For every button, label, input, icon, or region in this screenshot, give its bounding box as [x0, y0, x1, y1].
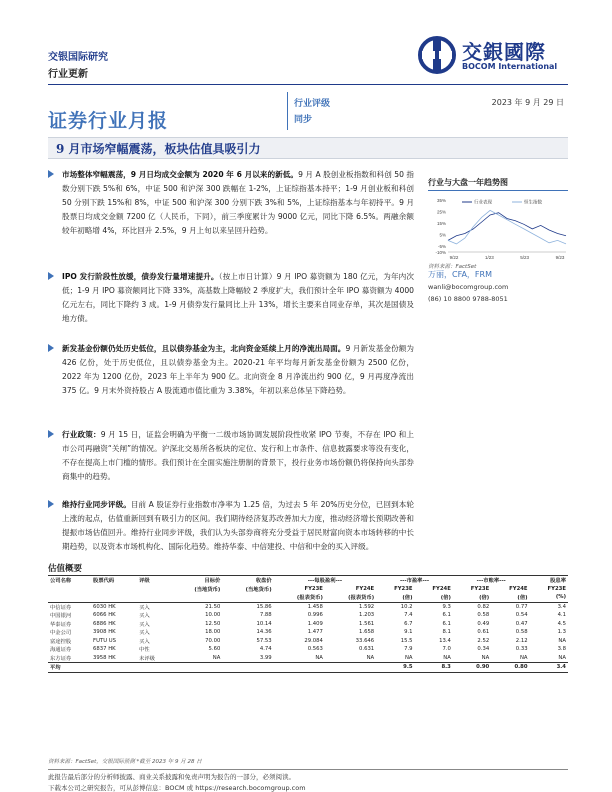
- x-tick-label: 5/23: [520, 255, 530, 260]
- table-header-row: [48, 593, 568, 602]
- bocom-logo: [418, 36, 588, 76]
- table-cell: 2.52: [477, 637, 490, 644]
- col-header: ---每股盈利---: [307, 578, 343, 585]
- table-cell: NA: [558, 637, 566, 644]
- section-lead: 市场整体窄幅震荡，9 月日均成交金额为 2020 年 6 月以来的新低。: [62, 170, 299, 179]
- table-cell: 3.4: [556, 664, 566, 671]
- chart-source: 资料来源：FactSet: [428, 264, 477, 270]
- table-cell: NA: [212, 654, 221, 661]
- report-subtitle-bar: [48, 137, 568, 159]
- bullet-triangle-icon: [48, 344, 54, 352]
- col-header: [91, 585, 137, 594]
- col-header: FY23E: [304, 585, 323, 592]
- table-cell: 1.409: [307, 620, 323, 627]
- col-header: (倍): [440, 595, 451, 602]
- table-cell: 买入: [139, 621, 150, 628]
- valuation-table: [48, 575, 568, 673]
- col-header: (倍): [402, 595, 413, 602]
- table-cell: 买入: [139, 638, 150, 645]
- y-tick-label: 25%: [436, 209, 446, 215]
- table-cell: 0.90: [476, 664, 490, 671]
- col-header: 公司名称: [50, 578, 72, 585]
- section-body: 9 月新发基金份额为 426 亿份，处于历史低位，且以债券基金为主。2020-21 年平均每月新发基金份额为 2500 亿份，2022 年为 1200 亿份，2023 年上半年为 900 亿。北向资金 8 月净流出约 900 亿，9 月再度净流出 375 亿。9 月末外资持股占 A 股流通市值比重为 3.38%，年初以来总体呈下降趋势。: [62, 344, 415, 395]
- trend-chart: [428, 194, 570, 260]
- col-header: [48, 585, 91, 594]
- table-cell: 10.14: [256, 620, 272, 627]
- table-row: [48, 611, 568, 620]
- report-subtitle: 9 月市场窄幅震荡，板块估值具吸引力: [56, 142, 261, 156]
- col-header: ---市账率---: [476, 578, 506, 585]
- col-header: 评级: [139, 578, 150, 585]
- table-cell: 33.646: [355, 637, 375, 644]
- section-lead: 新发基金份额仍处历史低位，且以债券基金为主，北向资金延续上月的净流出局面。: [62, 344, 346, 353]
- table-cell: 买入: [139, 613, 150, 620]
- col-header: 股票代码: [93, 578, 115, 585]
- table-cell: 0.58: [477, 612, 490, 619]
- analyst-phone: (86) 10 8800 9788-8051: [428, 295, 508, 303]
- table-cell: 1.592: [359, 603, 375, 610]
- table-cell: 6066 HK: [93, 612, 116, 619]
- section-lead: 维持行业同步评级。: [62, 500, 131, 509]
- y-tick-label: 15%: [436, 221, 446, 227]
- table-cell: 0.996: [307, 612, 323, 619]
- section-policy: [62, 428, 414, 484]
- table-cell: 8.1: [442, 629, 451, 636]
- table-cell: 14.36: [256, 629, 272, 636]
- table-cell: 0.80: [514, 664, 528, 671]
- table-row: [48, 620, 568, 629]
- table-cell: 29.084: [304, 637, 323, 644]
- table-cell: 7.4: [404, 612, 413, 619]
- table-cell: 0.58: [515, 629, 528, 636]
- table-cell: 9.3: [442, 603, 451, 610]
- bocom-logo-icon: [418, 36, 456, 74]
- col-header: FY24E: [432, 585, 451, 592]
- section-lead: IPO 发行阶段性放缓，债券发行量增速提升。: [62, 272, 219, 281]
- analyst-name: 万丽，CFA，FRM: [428, 270, 492, 279]
- table-cell: 4.74: [259, 646, 272, 653]
- table-cell: 买入: [139, 604, 150, 611]
- sidebar-chart-title: 行业与大盘一年趋势图: [428, 178, 508, 187]
- table-cell: 0.33: [515, 646, 528, 653]
- legend-label: 行业表现: [474, 199, 492, 205]
- bullet-triangle-icon: [48, 170, 54, 178]
- table-cell: NA: [481, 654, 490, 661]
- col-header: (当地货币): [194, 586, 221, 593]
- table-cell: 1.203: [359, 612, 375, 619]
- table-row: [48, 602, 568, 611]
- col-header: ---市盈率---: [399, 578, 430, 585]
- table-cell: [171, 663, 222, 673]
- bullet-triangle-icon: [48, 272, 54, 280]
- table-cell: FUTU US: [93, 637, 116, 644]
- table-cell: 2.12: [515, 637, 528, 644]
- table-cell: 中信证券: [50, 604, 72, 611]
- org-name: 交银国际研究: [48, 52, 108, 63]
- table-row: [48, 663, 568, 673]
- table-cell: 0.49: [477, 620, 490, 627]
- table-cell: 3908 HK: [93, 629, 116, 636]
- table-cell: 1.477: [307, 629, 323, 636]
- table-note: 资料来源：FactSet，交银国际预测 *截至 2023 年 9 月 28 日: [48, 759, 202, 765]
- logo-text-cn: 交銀國際: [462, 40, 546, 64]
- table-cell: 未评级: [139, 655, 155, 662]
- valuation-table-title: 估值概要: [48, 564, 83, 574]
- table-cell: 6837 HK: [93, 646, 116, 653]
- table-cell: 1.658: [359, 629, 375, 636]
- table-cell: 5.60: [208, 646, 221, 653]
- section-rating: [62, 498, 414, 554]
- table-cell: 4.5: [557, 620, 566, 627]
- col-header: (报表货币): [296, 595, 323, 602]
- table-cell: 9.1: [404, 629, 413, 636]
- table-cell: NA: [558, 654, 566, 661]
- table-cell: 3958 HK: [93, 654, 116, 661]
- table-row: [48, 654, 568, 663]
- table-cell: 6.1: [442, 620, 451, 627]
- table-cell: 7.88: [259, 612, 272, 619]
- section-body: 目前 A 股证券行业指数市净率为 1.25 倍，为过去 5 年 20%历史分位，已回到本轮上涨的起点，估值重新回到有吸引力的区间。我们期待经济复苏改善加大力度，推动经济增长预期改善和提振市场估值回升。维持行业同步评级，我们认为头部券商将充分受益于居民财富向资本市场转移的中长期趋势，以及资本市场机构化、国际化趋势。维持华泰、中信建投、中信和中金的买入评级。: [62, 500, 414, 551]
- y-tick-label: 35%: [436, 198, 446, 203]
- table-cell: 10.00: [205, 612, 221, 619]
- col-header: [137, 585, 171, 594]
- series-line-1: [448, 213, 566, 241]
- report-type: 行业更新: [48, 69, 88, 80]
- table-cell: 70.00: [205, 637, 221, 644]
- section-lead: 行业政策：: [62, 430, 101, 439]
- table-cell: 中国银河: [50, 613, 72, 620]
- y-tick-label: 5%: [439, 232, 446, 238]
- table-cell: 12.50: [205, 620, 221, 627]
- rating-box: [287, 92, 356, 130]
- table-cell: 9.5: [403, 664, 413, 671]
- analyst-email[interactable]: wanli@bocomgroup.com: [428, 283, 509, 291]
- table-cell: 1.3: [557, 629, 566, 636]
- table-cell: [222, 663, 273, 673]
- bullet-triangle-icon: [48, 430, 54, 438]
- table-cell: 0.82: [477, 603, 490, 610]
- col-header: FY23E: [394, 585, 413, 592]
- table-cell: 3.99: [259, 654, 272, 661]
- table-header-row: [48, 576, 568, 585]
- table-cell: NA: [315, 654, 323, 661]
- table-cell: 7.0: [442, 646, 451, 653]
- bullet-triangle-icon: [48, 500, 54, 508]
- table-cell: 6886 HK: [93, 620, 116, 627]
- table-row: [48, 637, 568, 646]
- table-cell: NA: [404, 654, 413, 661]
- table-cell: 57.53: [256, 637, 272, 644]
- footer-rule: [48, 769, 568, 770]
- y-tick-label: -10%: [435, 250, 446, 255]
- x-tick-label: 1/23: [484, 255, 494, 260]
- col-header: [48, 593, 91, 602]
- table-cell: 6.7: [404, 620, 413, 627]
- table-cell: 6030 HK: [93, 603, 116, 610]
- section-ipo: [62, 270, 414, 326]
- report-title: 证券行业月报: [48, 110, 169, 132]
- footer-disclaimer: 此报告最后部分的分析师披露、商业关系披露和免责声明为报告的一部分，必须阅读。: [48, 773, 295, 781]
- table-cell: 0.77: [515, 603, 528, 610]
- table-cell: 富途控股: [50, 638, 72, 645]
- table-cell: NA: [519, 654, 528, 661]
- table-cell: 13.4: [439, 637, 451, 644]
- table-cell: [325, 663, 376, 673]
- table-cell: 8.3: [441, 664, 451, 671]
- table-cell: NA: [366, 654, 375, 661]
- table-cell: 中金公司: [50, 630, 72, 637]
- header-rule: [48, 84, 568, 85]
- table-header-row: [48, 585, 568, 594]
- col-header: [222, 593, 273, 602]
- table-row: [48, 628, 568, 637]
- table-cell: 1.561: [359, 620, 375, 627]
- col-header: (当地货币): [245, 586, 272, 593]
- table-cell: 0.54: [515, 612, 528, 619]
- table-cell: 6.1: [442, 612, 451, 619]
- rating-label: 行业评级: [294, 99, 331, 109]
- table-cell: [274, 663, 325, 673]
- table-cell: 0.61: [477, 629, 490, 636]
- section-body: （按上市日计算）9 月 IPO 募资额为 180 亿元，为年内次低；1-9 月 IPO 募资额同比下降 33%，高基数上降幅较 2 季度扩大，我们预计全年 IPO 募资额为 4000 亿元左右，同比下降约 3 成。1-9 月债券发行量同比上升 13%，增长主要来自同业存单，其次是国债及地方债。: [62, 272, 414, 323]
- table-cell: 15.86: [256, 603, 272, 610]
- table-cell: 4.1: [557, 612, 566, 619]
- table-cell: [91, 663, 137, 673]
- col-header: [91, 593, 137, 602]
- sidebar-rule: [428, 190, 568, 191]
- col-header: [171, 593, 222, 602]
- col-header: (报表货币): [348, 595, 375, 602]
- table-cell: NA: [443, 654, 451, 661]
- x-tick-label: 9/23: [555, 255, 565, 260]
- logo-text-en: BOCOM International: [462, 62, 558, 71]
- section-body: 9 月 A 股创业板指数和科创 50 指数分别下跌 5%和 6%，中证 500 和沪深 300 跌幅在 1-2%，上证综指基本持平；1-9 月创业板和科创 50 分别下跌 15%和 8%，中证 500 和沪深 300 分别下跌 3%和 5%，上证综指基本与年初持平。9 月股票日均成交金额 7200 亿（人民币，下同），前三季度累计为 9000 亿元，同比下降 6.5%。两融余额较年初略增 4%，环比回升 2.5%，9 月上旬以来呈回升趋势。: [62, 170, 414, 235]
- table-cell: 3.8: [557, 646, 566, 653]
- table-cell: 华泰证券: [50, 621, 72, 628]
- report-date: 2023 年 9 月 29 日: [491, 98, 564, 107]
- col-header: 股息率: [550, 578, 566, 585]
- col-header: 目标价: [204, 578, 221, 585]
- table-cell: 0.34: [477, 646, 490, 653]
- col-header: FY23E: [547, 585, 566, 592]
- table-cell: [137, 663, 171, 673]
- footer-download[interactable]: 下载本公司之研究报告，可从彭博信息：BOCM 或 https://research.bocomgroup.com: [48, 784, 306, 792]
- table-cell: 1.458: [307, 603, 323, 610]
- table-cell: 7.9: [404, 646, 413, 653]
- table-cell: 东方证券: [50, 655, 72, 662]
- table-row: [48, 645, 568, 654]
- col-header: FY23E: [470, 585, 490, 592]
- table-cell: 21.50: [205, 603, 221, 610]
- table-cell: 买入: [139, 630, 150, 637]
- col-header: FY24E: [355, 585, 375, 592]
- table-cell: 10.2: [400, 603, 413, 610]
- col-header: 收盘价: [255, 578, 272, 585]
- section-body: 9 月 15 日，证监会明确为平衡一二级市场协调发展阶段性收紧 IPO 节奏，不存在 IPO 和上市公司再融资“关闸”的情况。沪深北交易所各板块的定位、发行和上市条件、信息披露要求等没有变化，不存在提高上市门槛的情形。我们预计在全面实施注册制的背景下，投行业务市场份额仍将保持向头部券商集中的趋势。: [62, 430, 414, 481]
- table-cell: 中性: [139, 647, 150, 654]
- section-fund: [62, 342, 414, 398]
- table-cell: 0.631: [359, 646, 375, 653]
- table-cell: 0.563: [307, 646, 323, 653]
- series-line-2: [448, 210, 566, 244]
- col-header: (%): [555, 594, 566, 601]
- col-header: (倍): [517, 595, 528, 602]
- table-cell: 0.47: [515, 620, 528, 627]
- col-header: (倍): [479, 595, 490, 602]
- section-market: [62, 168, 414, 238]
- col-header: [137, 593, 171, 602]
- table-cell: 海通证券: [50, 647, 72, 654]
- table-cell: 15.5: [400, 637, 413, 644]
- x-tick-label: 9/22: [449, 255, 459, 260]
- y-tick-label: -5%: [437, 244, 446, 250]
- table-cell: 3.4: [557, 603, 566, 610]
- table-cell: 平均: [50, 665, 61, 672]
- col-header: FY24E: [509, 585, 528, 592]
- table-cell: 18.00: [205, 629, 221, 636]
- legend-label: 恒生指数: [524, 199, 542, 205]
- rating-value: 同步: [294, 115, 313, 125]
